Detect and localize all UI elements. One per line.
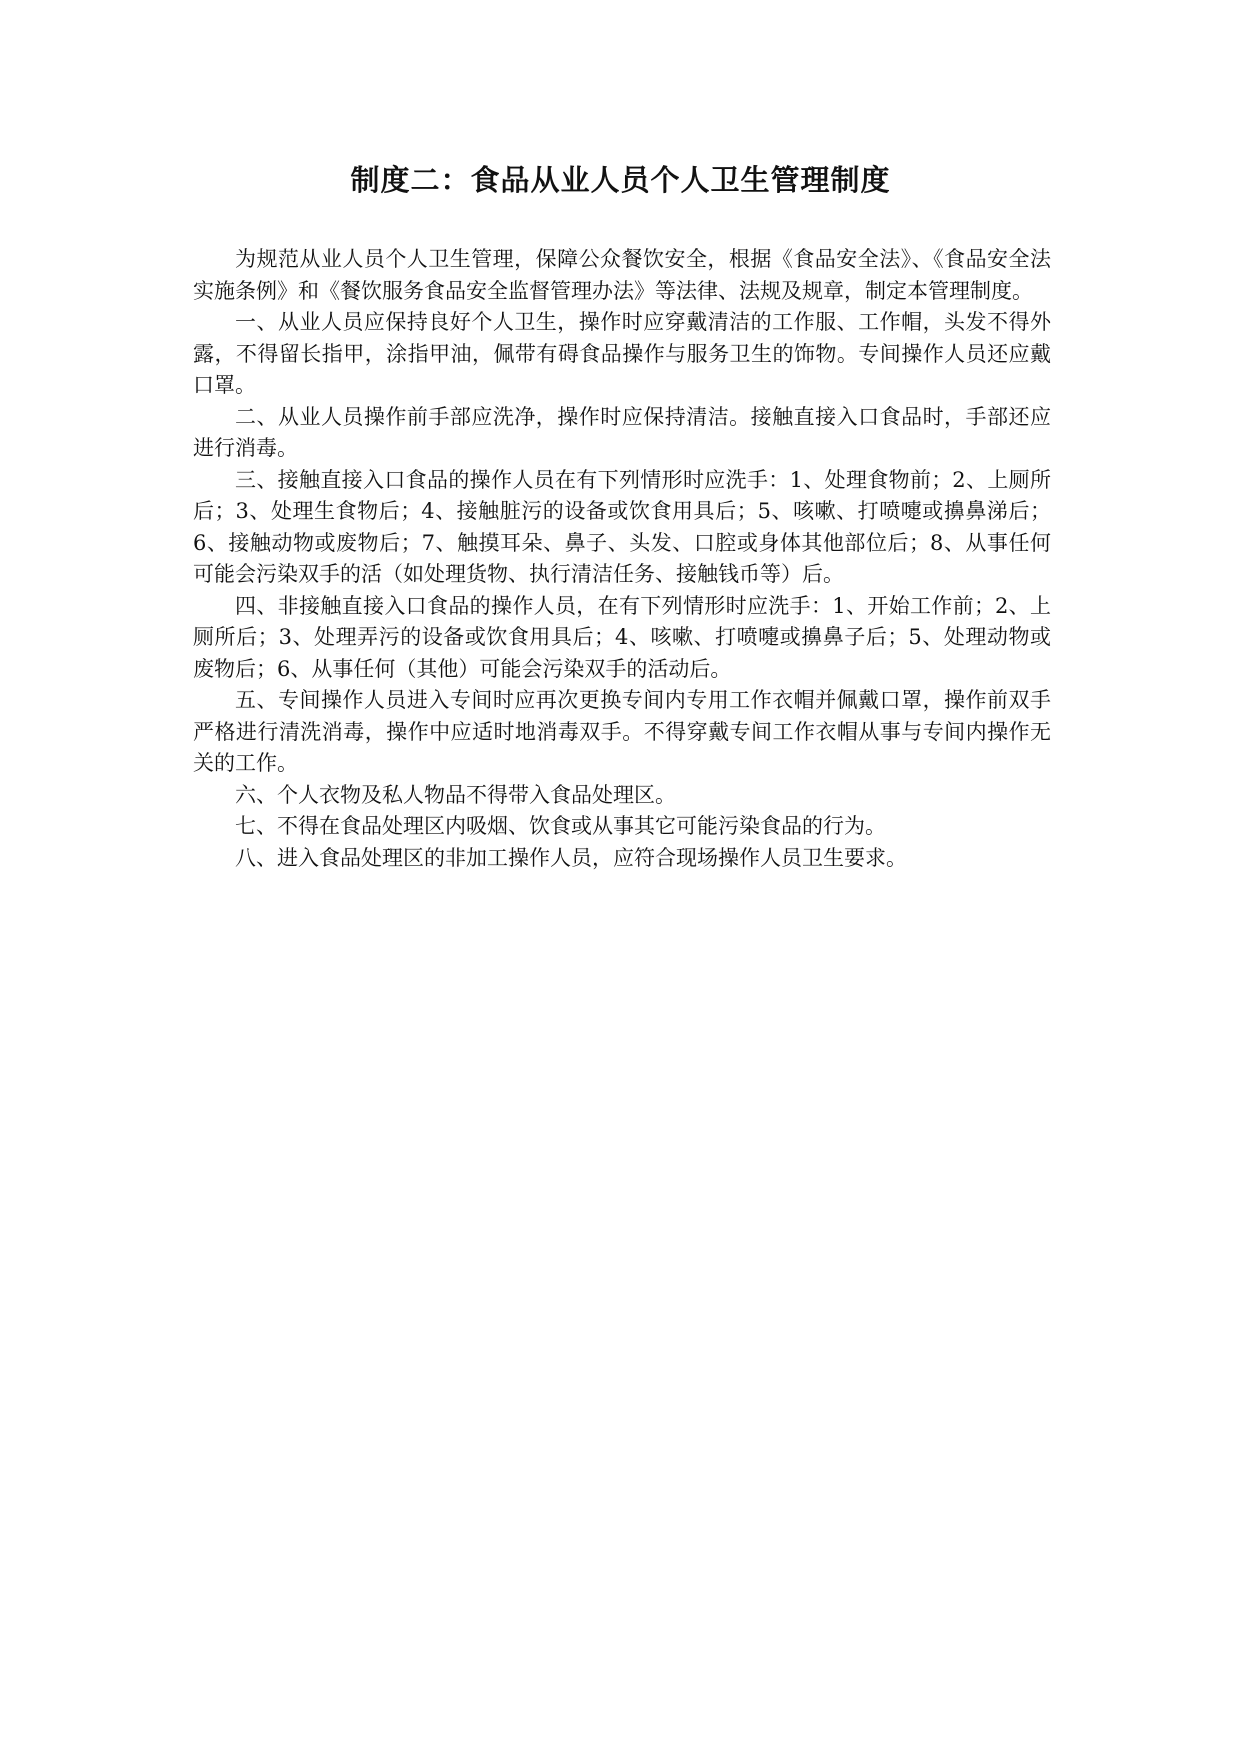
paragraph-rule-3: 三、接触直接入口食品的操作人员在有下列情形时应洗手：1、处理食物前；2、上厕所后；3、处理生食物后；4、接触脏污的设备或饮食用具后；5、咳嗽、打喷嚏或擤鼻涕后；6、接触动物或废物后；7、触摸耳朵、鼻子、头发、口腔或身体其他部位后；8、从事任何可能会污染双手的活（如处理货物、执行清洁任务、接触钱币等）后。 — [193, 467, 1051, 586]
paragraph-rule-8: 八、进入食品处理区的非加工操作人员，应符合现场操作人员卫生要求。 — [235, 845, 907, 870]
paragraph-intro: 为规范从业人员个人卫生管理，保障公众餐饮安全，根据《食品安全法》、《食品安全法实施条例》和《餐饮服务食品安全监督管理办法》等法律、法规及规章，制定本管理制度。 — [193, 247, 1051, 303]
paragraph-rule-5: 五、专间操作人员进入专间时应再次更换专间内专用工作衣帽并佩戴口罩，操作前双手严格进行清洗消毒，操作中应适时地消毒双手。不得穿戴专间工作衣帽从事与专间内操作无关的工作。 — [193, 688, 1051, 775]
paragraph-rule-1: 一、从业人员应保持良好个人卫生，操作时应穿戴清洁的工作服、工作帽，头发不得外露，不得留长指甲，涂指甲油，佩带有碍食品操作与服务卫生的饰物。专间操作人员还应戴口罩。 — [193, 310, 1051, 397]
paragraph-rule-4: 四、非接触直接入口食品的操作人员，在有下列情形时应洗手：1、开始工作前；2、上厕所后；3、处理弄污的设备或饮食用具后；4、咳嗽、打喷嚏或擤鼻子后；5、处理动物或废物后；6、从事任何（其他）可能会污染双手的活动后。 — [193, 593, 1051, 681]
document-title: 制度二：食品从业人员个人卫生管理制度 — [350, 163, 891, 197]
paragraph-rule-7: 七、不得在食品处理区内吸烟、饮食或从事其它可能污染食品的行为。 — [235, 814, 886, 838]
paragraph-rule-6: 六、个人衣物及私人物品不得带入食品处理区。 — [235, 782, 676, 807]
paragraph-rule-2: 二、从业人员操作前手部应洗净，操作时应保持清洁。接触直接入口食品时，手部还应进行消毒。 — [193, 404, 1051, 460]
document-body — [193, 244, 1051, 874]
